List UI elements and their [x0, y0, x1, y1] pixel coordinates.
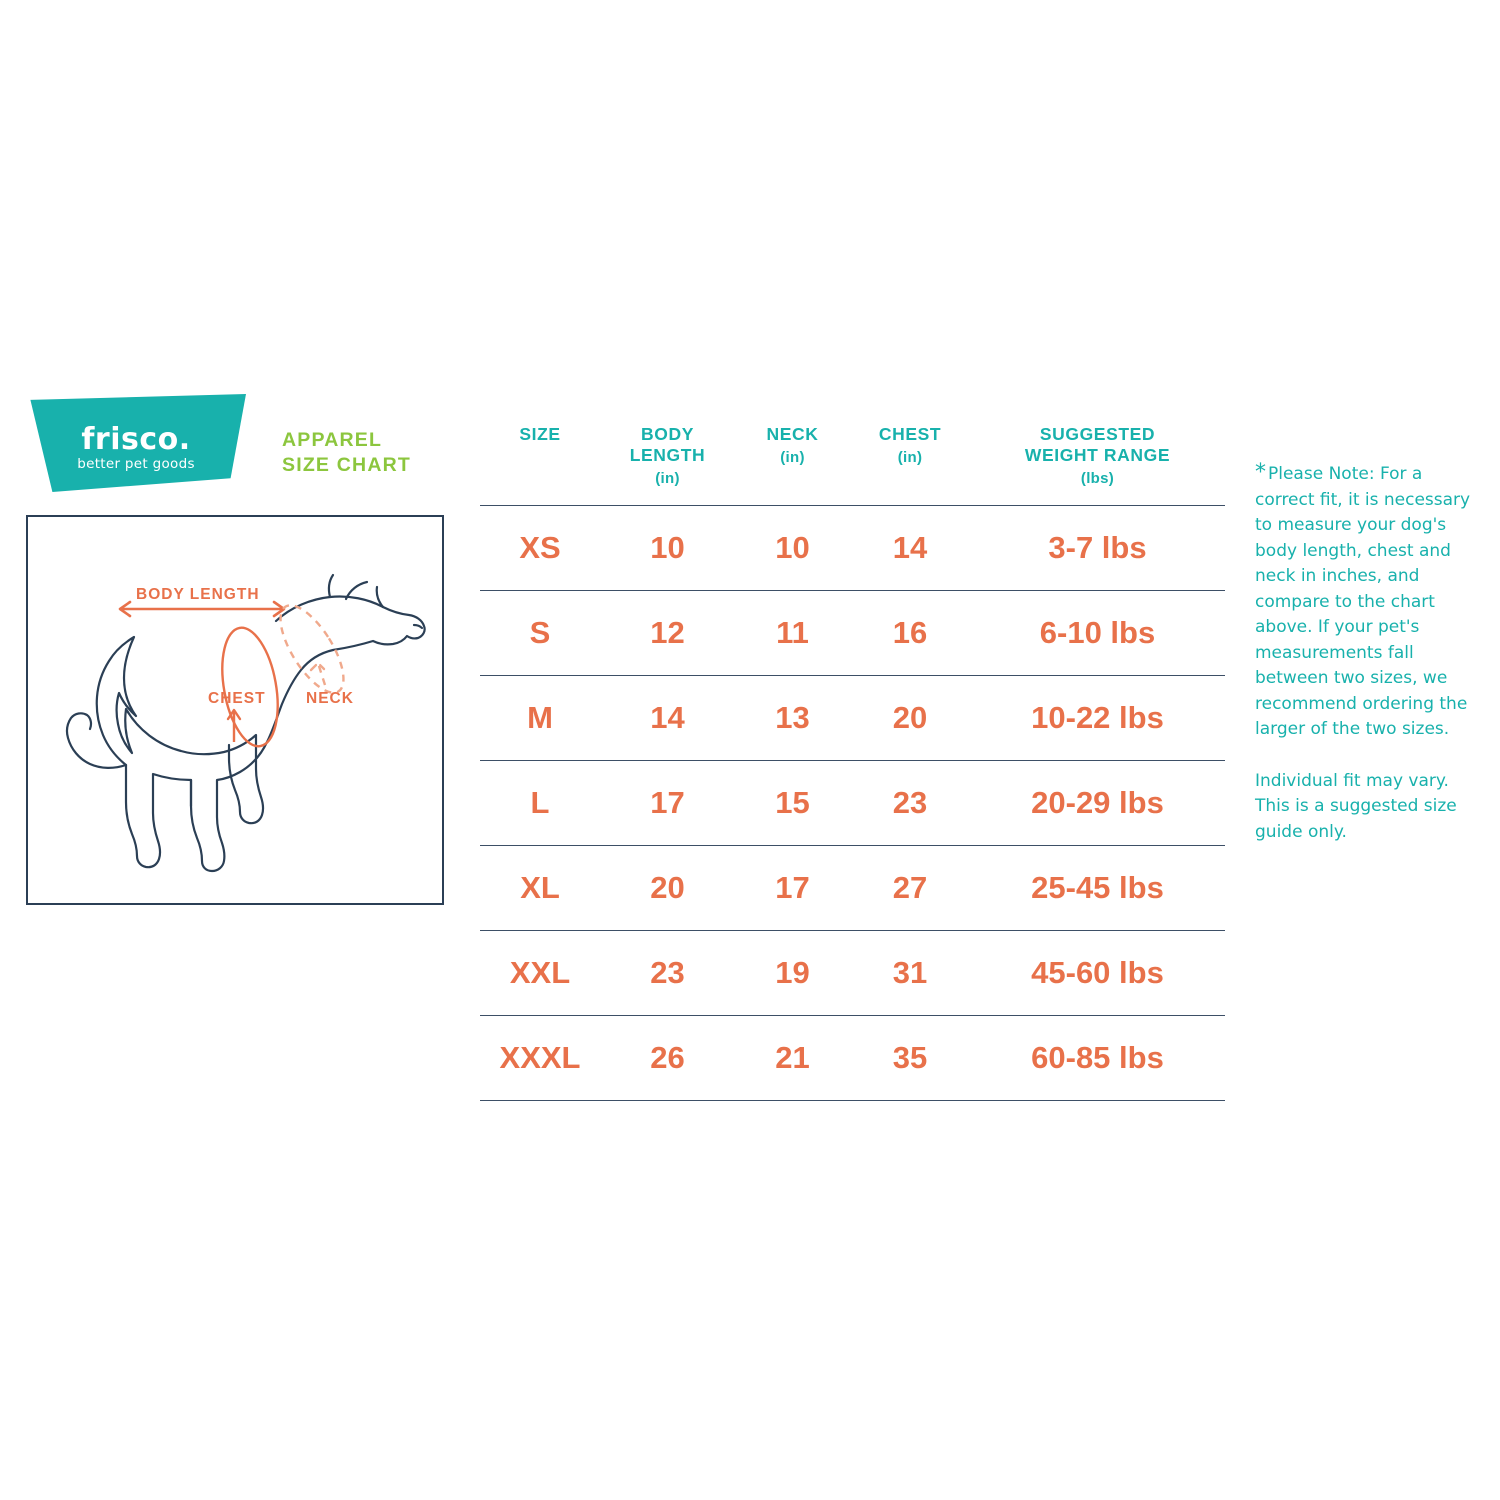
table-header-row: [480, 424, 1225, 506]
cell-size: XS: [480, 506, 600, 591]
table-row: [480, 676, 1225, 761]
cell-weight: 20-29 lbs: [970, 761, 1225, 846]
cell-chest: 35: [850, 1016, 970, 1101]
dog-diagram-svg: [28, 517, 442, 903]
column-header-body-length: BODY LENGTH (in): [629, 424, 706, 487]
note-paragraph-1-text: Please Note: For a correct fit, it is necessary to measure your dog's body length, chest and neck in inches, and compare to the chart above. If your pet's measurements fall between two sizes, we recommend ordering the larger of the two sizes.: [1255, 464, 1471, 739]
cell-size: S: [480, 591, 600, 676]
logo-brand-name: frisco.: [81, 422, 191, 457]
cell-neck: 19: [735, 931, 850, 1016]
label-body-length: BODY LENGTH: [136, 586, 260, 603]
cell-chest: 27: [850, 846, 970, 931]
fit-note: [1255, 462, 1480, 845]
size-chart-table-wrap: [480, 424, 1225, 1101]
cell-size: XXL: [480, 931, 600, 1016]
table-header: [480, 424, 1225, 506]
table-row: [480, 506, 1225, 591]
cell-body-length: 10: [600, 506, 735, 591]
cell-body-length: 26: [600, 1016, 735, 1101]
table-row: [480, 591, 1225, 676]
table-row: [480, 846, 1225, 931]
cell-neck: 17: [735, 846, 850, 931]
table-row: [480, 1016, 1225, 1101]
cell-chest: 31: [850, 931, 970, 1016]
cell-neck: 21: [735, 1016, 850, 1101]
cell-weight: 10-22 lbs: [970, 676, 1225, 761]
cell-weight: 60-85 lbs: [970, 1016, 1225, 1101]
cell-neck: 11: [735, 591, 850, 676]
asterisk-icon: *: [1255, 460, 1266, 485]
label-neck: NECK: [306, 690, 354, 707]
body-length-arrow: [120, 602, 284, 616]
cell-weight: 45-60 lbs: [970, 931, 1225, 1016]
note-paragraph-1: [1255, 462, 1480, 743]
cell-size: L: [480, 761, 600, 846]
column-header-size: SIZE: [519, 424, 561, 444]
column-header-neck: NECK (in): [766, 424, 819, 466]
logo-tagline: better pet goods: [77, 456, 195, 472]
cell-chest: 16: [850, 591, 970, 676]
cell-body-length: 20: [600, 846, 735, 931]
chest-measure-ring: [214, 623, 286, 750]
cell-body-length: 12: [600, 591, 735, 676]
note-paragraph-2: Individual fit may vary. This is a suggested size guide only.: [1255, 770, 1457, 842]
cell-neck: 13: [735, 676, 850, 761]
column-header-chest: CHEST (in): [878, 424, 942, 466]
table-body: [480, 506, 1225, 1101]
cell-chest: 14: [850, 506, 970, 591]
cell-body-length: 23: [600, 931, 735, 1016]
cell-size: XL: [480, 846, 600, 931]
table-row: [480, 931, 1225, 1016]
page-title: [282, 428, 482, 478]
cell-body-length: 17: [600, 761, 735, 846]
size-chart-table: [480, 424, 1225, 1101]
cell-weight: 6-10 lbs: [970, 591, 1225, 676]
cell-neck: 15: [735, 761, 850, 846]
table-row: [480, 761, 1225, 846]
column-header-weight-range: SUGGESTED WEIGHT RANGE (lbs): [1024, 424, 1171, 487]
dog-measurement-diagram: [26, 515, 444, 905]
cell-chest: 20: [850, 676, 970, 761]
cell-body-length: 14: [600, 676, 735, 761]
cell-weight: 3-7 lbs: [970, 506, 1225, 591]
page-title-line1: APPAREL: [282, 429, 383, 451]
cell-size: XXXL: [480, 1016, 600, 1101]
frisco-logo: [26, 394, 246, 492]
cell-weight: 25-45 lbs: [970, 846, 1225, 931]
cell-neck: 10: [735, 506, 850, 591]
page-title-line2: SIZE CHART: [282, 454, 411, 476]
cell-chest: 23: [850, 761, 970, 846]
label-chest: CHEST: [208, 690, 266, 707]
cell-size: M: [480, 676, 600, 761]
